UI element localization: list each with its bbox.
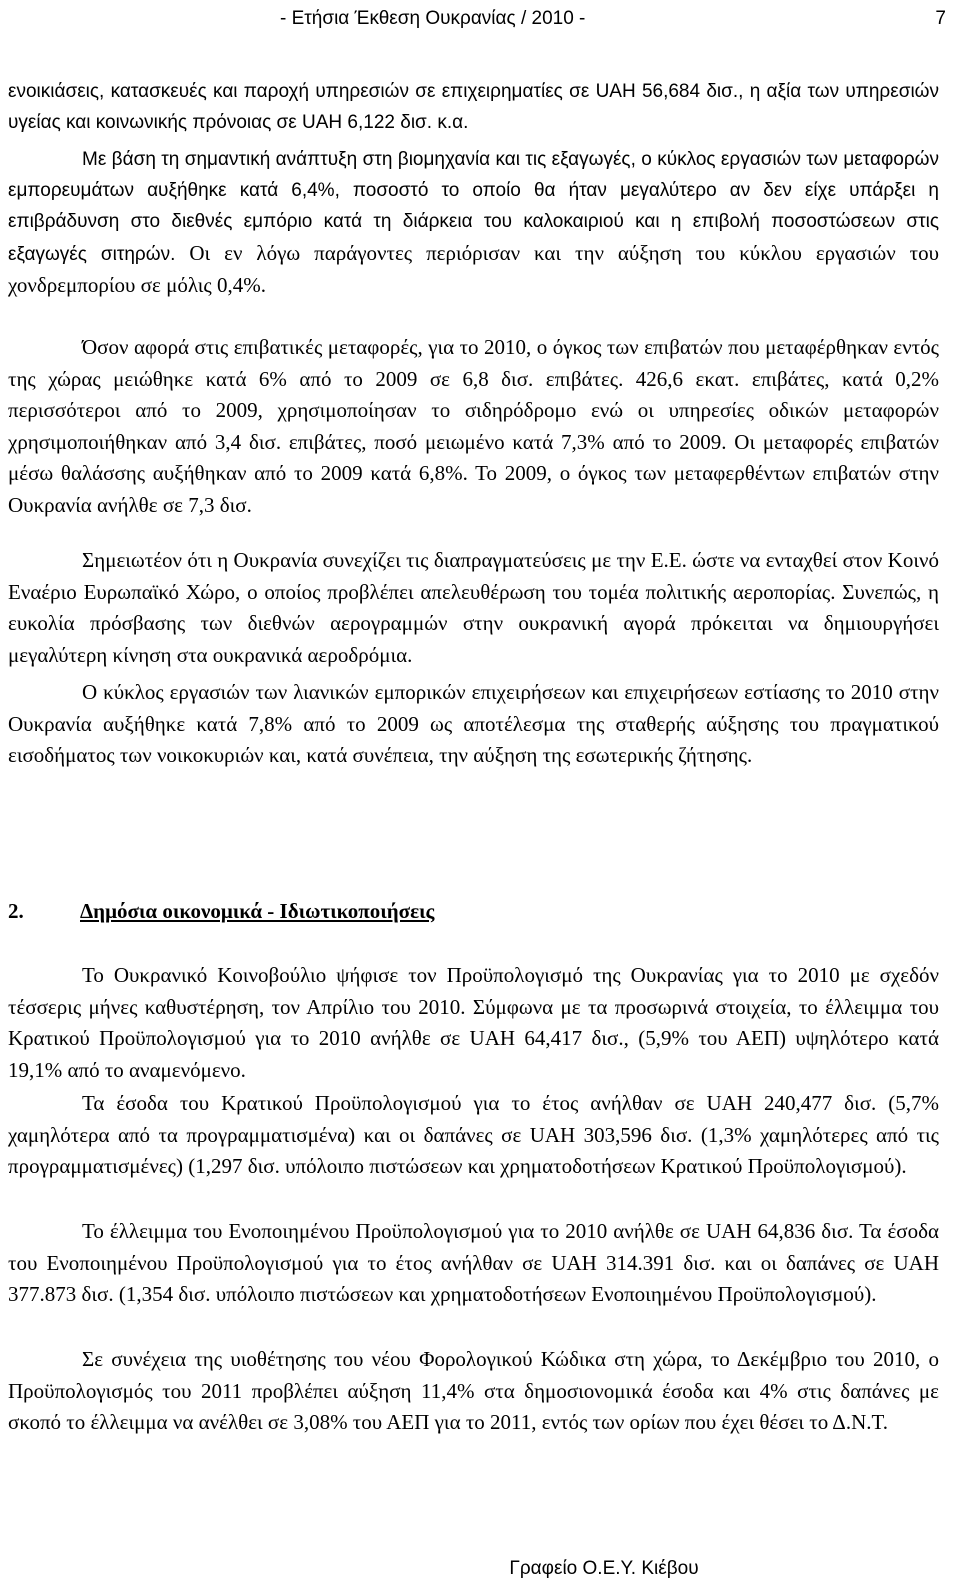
paragraph-rentals-text: ενοικιάσεις, κατασκευές και παροχή υπηρεσιών σε επιχειρηματίες σε UAH 56,684 δισ., η αξία των υπηρεσιών υγείας και κοινωνικής πρόνοιας σε UAH 6,122 δισ. κ.α. (8, 81, 939, 134)
paragraph-revenues: Τα έσοδα του Κρατικού Προϋπολογισμού για το έτος ανήλθαν σε UAH 240,477 δισ. (5,7% χαμηλότερα από τα προγραμματισμένα) και οι δαπάνες σε UAH 303,596 δισ. (1,3% χαμηλότερες από τις προγραμματισμένες) (1,297 δισ. υπόλοιπο πιστώσεων και χρηματοδοτήσεων Κρατικού Προϋπολογισμού). (8, 1091, 939, 1179)
section-title: Δημόσια οικονομικά - Ιδιωτικοποιήσεις (80, 899, 435, 923)
paragraph-budget: Το Ουκρανικό Κοινοβούλιο ψήφισε τον Προϋπολογισμό της Ουκρανίας για το 2010 με σχεδόν τέσσερις μήνες καθυστέρηση, τον Απρίλιο του 2010. Σύμφωνα με τα προσωρινά στοιχεία, το έλλειμμα του Κρατικού Προϋπολογισμού για το 2010 ανήλθε σε UAH 64,417 δισ., (5,9% του ΑΕΠ) υψηλότερο κατά 19,1% από το αναμενόμενο. (8, 963, 939, 1082)
paragraph-passengers: Όσον αφορά στις επιβατικές μεταφορές, για το 2010, ο όγκος των επιβατών που μεταφέρθηκαν εντός της χώρας μειώθηκε κατά 6% από το 2009 σε 6,8 δισ. επιβάτες. 426,6 εκατ. επιβάτες, κατά 0,2% περισσότεροι από το 2009, χρησιμοποίησαν το σιδηρόδρομο ενώ οι υπηρεσίες οδικών μεταφορών χρησιμοποιήθηκαν από 3,4 δισ. επιβάτες, ποσό μειωμένο κατά 7,3% από το 2009. Οι μεταφορές επιβατών μέσω θαλάσσης αυξήθηκαν από το 2009 κατά 6,8%. Το 2009, ο όγκος των μεταφερθέντων επιβατών στην Ουκρανία ανήλθε σε 7,3 δισ. (8, 335, 939, 517)
paragraph-consolidated-deficit: Το έλλειμμα του Ενοποιημένου Προϋπολογισμού για το 2010 ανήλθε σε UAH 64,836 δισ. Τα έσοδα του Ενοποιημένου Προϋπολογισμού για το έτος ανήλθαν σε UAH 314.391 δισ. και οι δαπάνες σε UAH 377.873 δισ. (1,354 δισ. υπόλοιπο πιστώσεων και χρηματοδοτήσεων Ενοποιημένου Προϋπολογισμού). (8, 1219, 939, 1307)
section-heading (8, 895, 939, 927)
paragraph-freight-text: Με βάση τη σημαντική ανάπτυξη στη βιομηχανία και τις εξαγωγές, ο κύκλος εργασιών των μεταφορών εμπορευμάτων αυξήθηκε κατά 6,4%, ποσοστό το οποίο θα ήταν μεγαλύτερο αν δεν είχε υπάρξει η επιβράδυνση στο διεθνές εμπόριο κατά τη διάρκεια του καλοκαιριού και η επιβολή ποσοστώσεων στις εξαγωγές σιτηρών. (8, 149, 939, 265)
section-number: 2. (8, 899, 24, 923)
header-title: - Ετήσια Έκθεση Ουκρανίας / 2010 - (280, 8, 586, 29)
page-number: 7 (935, 8, 946, 29)
page-footer (0, 1558, 960, 1580)
paragraph-freight-tail: Οι εν λόγω παράγοντες περιόρισαν και την αύξηση του κύκλου εργασιών του χονδρεμπορίου σε μόλις 0,4%. (8, 240, 940, 297)
paragraph-rentals (8, 76, 939, 138)
paragraph-freight (8, 144, 939, 302)
paragraph-tax-code: Σε συνέχεια της υιοθέτησης του νέου Φορολογικού Κώδικα στη χώρα, το Δεκέμβριο του 2010, ο Προϋπολογισμός του 2011 προβλέπει αύξηση 11,4% στα δημοσιονομικά έσοδα και 4% στις δαπάνες με σκοπό το έλλειμμα να ανέλθει σε 3,08% του ΑΕΠ για το 2011, εντός των ορίων που έχει θέσει το Δ.Ν.Τ. (8, 1347, 939, 1435)
paragraph-aviation: Σημειωτέον ότι η Ουκρανία συνεχίζει τις διαπραγματεύσεις με την Ε.Ε. ώστε να ενταχθεί στον Κοινό Εναέριο Ευρωπαϊκό Χώρο, ο οποίος προβλέπει απελευθέρωση του τομέα πολιτικής αεροπορίας. Συνεπώς, η ευκολία πρόσβασης των διεθνών αερογραμμών στην ουκρανική αγορά πρόκειται να δημιουργήσει μεγαλύτερη κίνηση στα ουκρανικά αεροδρόμια. (8, 548, 939, 667)
footer-text: Γραφείο Ο.Ε.Υ. Κιέβου (509, 1558, 699, 1579)
page-header (280, 8, 946, 34)
paragraph-retail: Ο κύκλος εργασιών των λιανικών εμπορικών επιχειρήσεων και επιχειρήσεων εστίασης το 2010 στην Ουκρανία αυξήθηκε κατά 7,8% από το 2009 ως αποτέλεσμα της σταθερής αύξησης του πραγματικού εισοδήματος των νοικοκυριών και, κατά συνέπεια, την αύξηση της εσωτερικής ζήτησης. (8, 680, 939, 768)
